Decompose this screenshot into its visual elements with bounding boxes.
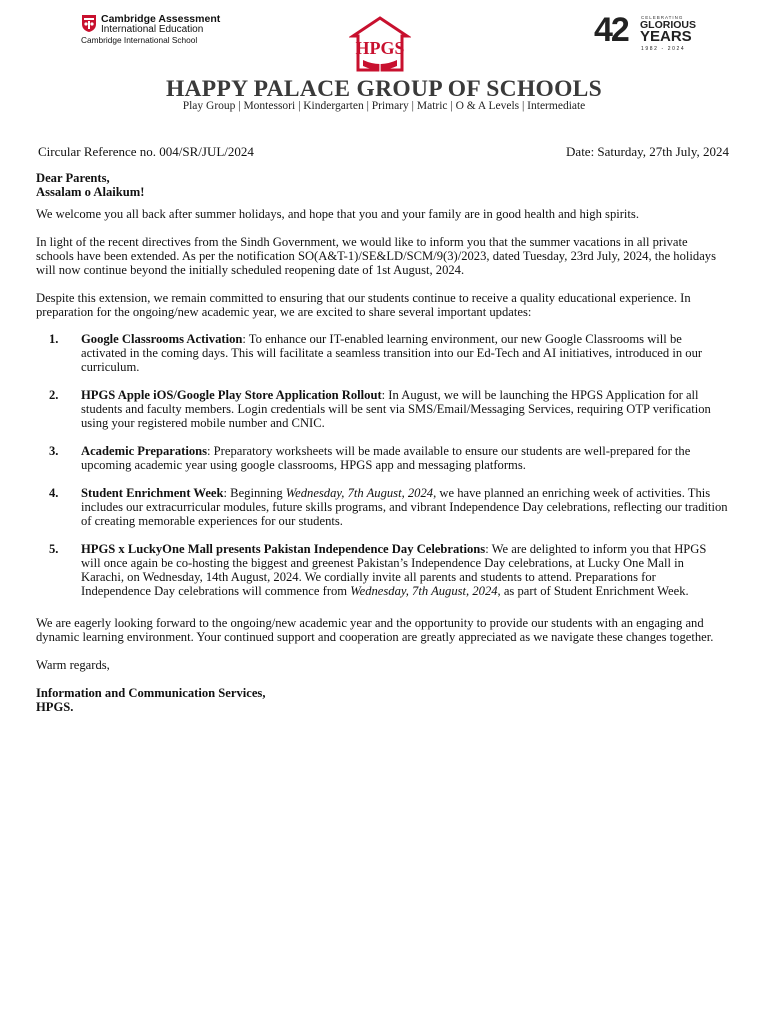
- update-text-before: : We are delighted to inform you that HPGS will once again be co-hosting the biggest and greenest Pakistan’s Independence Day celebrations, at Lucky One Mall in Karachi, on Wednesday, 14th August, 2024. We cordially invite all parents and students to attend. Preparations for Independence Day celebrations will commence from: [81, 542, 707, 598]
- update-date-italic: Wednesday, 7th August, 2024: [350, 584, 498, 598]
- update-item: [36, 486, 728, 528]
- update-item: [36, 388, 728, 430]
- signature-line2: HPGS.: [36, 700, 74, 714]
- letter-body: [36, 171, 728, 714]
- update-item: [36, 332, 728, 374]
- update-text-before: : Beginning: [223, 486, 286, 500]
- update-number: 5.: [49, 542, 59, 556]
- circular-date: Date: Saturday, 27th July, 2024: [566, 144, 729, 159]
- cambridge-line2: International Education: [101, 24, 204, 35]
- update-title: HPGS Apple iOS/Google Play Store Application Rollout: [81, 388, 382, 402]
- update-title: Google Classrooms Activation: [81, 332, 243, 346]
- updates-list: [36, 332, 728, 598]
- anniversary-glorious: GLORIOUS: [640, 19, 697, 31]
- update-text: : Preparatory worksheets will be made available to ensure our students are well-prepared for the upcoming academic year using google classrooms, HPGS app and messaging platforms.: [81, 444, 691, 472]
- hpgs-logo-icon: [349, 16, 411, 76]
- update-number: 1.: [49, 332, 59, 346]
- update-item: [36, 542, 728, 598]
- anniversary-celebrating: CELEBRATING: [641, 15, 684, 20]
- update-item: [36, 444, 728, 472]
- paragraph-closing: We are eagerly looking forward to the ongoing/new academic year and the opportunity to provide our students with an engaging and dynamic learning environment. Your continued support and cooperation are greatly appreciated as we navigate these changes together.: [36, 616, 714, 644]
- cambridge-line3: Cambridge International School: [81, 35, 198, 45]
- anniversary-badge: [594, 11, 697, 52]
- school-programs: Play Group | Montessori | Kindergarten | Primary | Matric | O & A Levels | Intermediate: [182, 100, 586, 112]
- update-title: Academic Preparations: [81, 444, 208, 458]
- paragraph-welcome: We welcome you all back after summer holidays, and hope that you and your family are in good health and high spirits.: [36, 207, 639, 221]
- update-text-after: , as part of Student Enrichment Week.: [497, 584, 689, 598]
- greeting-line1: Dear Parents,: [36, 171, 110, 185]
- anniversary-years: YEARS: [640, 28, 692, 45]
- paragraph-commitment: Despite this extension, we remain committed to ensuring that our students continue to receive a quality educational experience. In preparation for the ongoing/new academic year, we are excited to share several important updates:: [36, 291, 691, 319]
- update-number: 4.: [49, 486, 59, 500]
- circular-reference: Circular Reference no. 004/SR/JUL/2024: [38, 144, 254, 159]
- paragraph-directives: In light of the recent directives from the Sindh Government, we would like to inform you that the summer vacations in all private schools have been extended. As per the notification SO(A&T-1)/SE&LD/SCM/9(3)/2023, dated Tuesday, 23rd July, 2024, the holidays will now continue beyond the initially scheduled reopening date of 1st August, 2024.: [36, 235, 716, 277]
- update-title: HPGS x LuckyOne Mall presents Pakistan Independence Day Celebrations: [81, 542, 486, 556]
- regards-line: Warm regards,: [36, 658, 110, 672]
- update-number: 3.: [49, 444, 59, 458]
- school-name: HAPPY PALACE GROUP OF SCHOOLS: [165, 76, 603, 102]
- update-title: Student Enrichment Week: [81, 486, 224, 500]
- anniversary-number: 42: [594, 11, 628, 49]
- cambridge-line1: Cambridge Assessment: [101, 13, 221, 25]
- cambridge-crest-icon: [81, 14, 97, 33]
- update-text-after: , we have planned an enriching week of activities. This includes our extracurricular modules, future skills programs, and vibrant Independence Day celebrations, reflecting our tradition of creating memorable experiences for our students.: [81, 486, 728, 528]
- update-number: 2.: [49, 388, 59, 402]
- update-text: : To enhance our IT-enabled learning environment, our new Google Classrooms will be activated in the coming days. This will facilitate a seamless transition into our Ed-Tech and AI initiatives, introduced in our curriculum.: [81, 332, 703, 374]
- signature-line1: Information and Communication Services,: [36, 686, 266, 700]
- hpgs-logo-text: HPGS: [355, 38, 405, 58]
- anniversary-range: 1982 - 2024: [641, 46, 686, 52]
- update-text: : In August, we will be launching the HPGS Application for all students and faculty members. Login credentials will be sent via SMS/Email/Messaging Services, requiring OTP verification using your registered mobile number and CNIC.: [81, 388, 711, 430]
- update-date-italic: Wednesday, 7th August, 2024: [285, 486, 434, 500]
- cambridge-logo: [81, 13, 221, 47]
- greeting-line2: Assalam o Alaikum!: [36, 185, 145, 199]
